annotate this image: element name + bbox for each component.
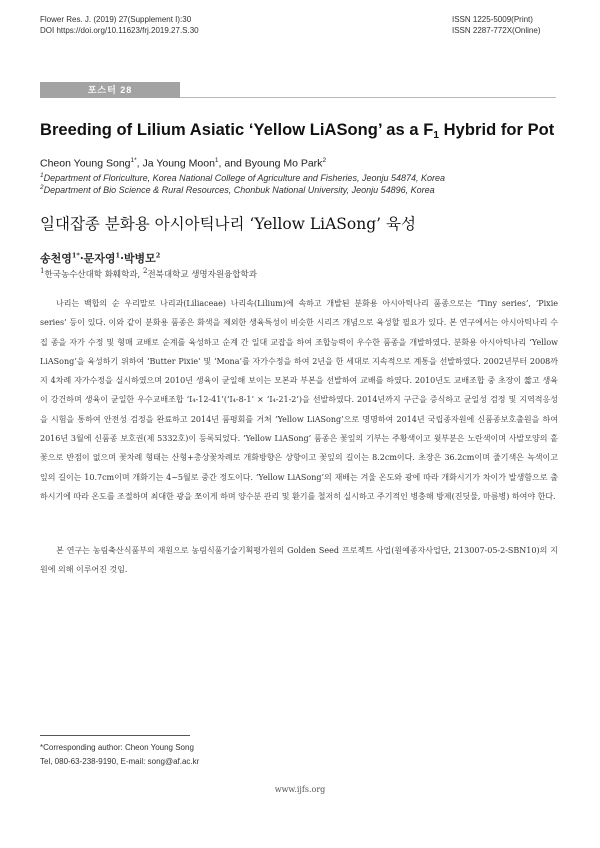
title-en-main: Breeding of Lilium Asiatic ‘Yellow LiASong’ as a F bbox=[40, 121, 434, 139]
author-list-english bbox=[40, 157, 326, 170]
author-ko-3-sup: 2 bbox=[155, 251, 161, 260]
paper-title-english bbox=[40, 121, 570, 141]
affiliation-ko-2: 전북대학교 생명자원융합학과 bbox=[147, 269, 257, 280]
author-ko-2-sup: 1 bbox=[115, 251, 121, 260]
affiliation-2 bbox=[40, 184, 435, 195]
author-list-korean bbox=[40, 250, 160, 266]
author-ko-1: 송천영 bbox=[40, 252, 72, 265]
journal-citation: Flower Res. J. (2019) 27(Supplement I):30 bbox=[40, 15, 192, 24]
issn-online: ISSN 2287-772X(Online) bbox=[452, 26, 541, 35]
doi-line[interactable]: DOI https://doi.org/10.11623/frj.2019.27.S.30 bbox=[40, 26, 199, 35]
affiliation-1 bbox=[40, 172, 445, 183]
author-1-sup: 1* bbox=[130, 157, 137, 164]
corresponding-author-note: *Corresponding author: Cheon Young Song bbox=[40, 743, 194, 752]
header-rule bbox=[180, 97, 556, 98]
journal-header bbox=[40, 14, 199, 36]
affiliation-ko-1: 한국농수산대학 화훼학과, bbox=[44, 269, 143, 280]
author-1: Cheon Young Song bbox=[40, 157, 131, 170]
issn-block bbox=[452, 14, 541, 36]
author-ko-1-sup: 1* bbox=[71, 251, 80, 260]
footnote-rule bbox=[40, 735, 190, 736]
issn-print: ISSN 1225-5009(Print) bbox=[452, 15, 533, 24]
affiliation-1-text: Department of Floriculture, Korea National College of Agriculture and Fisheries, Jeonju 54874, Korea bbox=[43, 173, 446, 183]
affiliation-ko-2-sup: 2 bbox=[142, 266, 148, 275]
abstract-paragraph: 나리는 백합의 순 우리말로 나리과(Liliaceae) 나리속(Lilium)에 속하고 개발된 분화용 아시아틱나리 품종으로는 ‘Tiny series’, ‘Pixie series’ 등이 있다. 이와 같이 분화용 품종은 화색을 제외한 생육특성이 비슷한 시리즈 개념으로 육성할 필요가 있다. 본 연구에서는 아시아틱나리 수집 종을 자가 수정 및 형매 교배로 순계를 육성하고 순계 간 일대 교잡을 하여 조합능력이 우수한 품종을 개발하였다. 분화용 아시아틱나리 ‘Yellow LiASong’을 육성하기 위하여 ‘Butter Pixie’ 및 ‘Mona’를 자가수정을 하여 2년을 한 세대로 지속적으로 계통을 선발하였다. 2002년부터 2008까지 4차례 자가수정을 실시하였으며 2010년 생육이 균일해 보이는 모본과 부본을 선발하여 교배를 하였다. 2010년도 교배조합 중 초장이 짧고 생육이 강건하며 생육이 균일한 우수교배조합 ‘I₄-12-41’(‘I₄-8-1’ × ‘I₄-21-2’)을 선발하였다. 2014년까지 구근을 증식하고 균일성 검정 및 지역적응성을 시험을 통하여 안전성 검정을 완료하고 2014년 품평회를 거쳐 ‘Yellow LiASong’으로 명명하여 2014년 국립종자원에 신품종보호출원을 하여 2016년 3월에 신품종 보호권(제 5332호)이 등록되었다. ‘Yellow LiASong’ 품종은 꽃잎의 기부는 주황색이고 윗부분은 노란색이며 사발모양의 홑꽃으로 반점이 없으며 꽃차례 형태는 산형+총상꽃차례로 개화방향은 상향이고 꽃잎의 길이는 8.2cm이다. 초장은 36.2cm이며 줄기색은 녹색이고 잎의 길이는 10.7cm이며 개화기는 4~5월로 중간 정도이다. ‘Yellow LiASong’의 재배는 겨울 온도와 광에 따라 개화시기가 차이가 발생함으로 출하시기에 따라 온도를 조절하며 최대한 광을 쪼이게 하며 양수분 관리 및 환기를 철저히 실시하고 주기적인 병충해 방제(진딧물, 마름병) 하여야 한다. bbox=[40, 299, 558, 501]
author-ko-3: ·박병모 bbox=[120, 252, 156, 265]
affiliation-korean bbox=[40, 266, 257, 280]
footer-url[interactable]: www.ijfs.org bbox=[274, 785, 326, 794]
paper-title-korean: 일대잡종 분화용 아시아틱나리 ‘Yellow LiASong’ 육성 bbox=[40, 215, 416, 233]
affiliation-2-sup: 2 bbox=[40, 184, 44, 191]
contact-note: Tel, 080-63-238-9190, E-mail: song@af.ac.kr bbox=[40, 757, 200, 766]
poster-label: 포스터 28 bbox=[87, 85, 133, 95]
title-en-tail: Hybrid for Pot bbox=[439, 121, 555, 139]
affiliation-ko-1-sup: 1 bbox=[40, 266, 45, 275]
author-ko-2: ·문자영 bbox=[79, 252, 116, 265]
author-3-sup: 2 bbox=[322, 157, 327, 164]
author-3: , and Byoung Mo Park bbox=[218, 157, 323, 170]
affiliation-1-sup: 1 bbox=[40, 172, 44, 179]
author-2-sup: 1 bbox=[214, 157, 219, 164]
author-2: , Ja Young Moon bbox=[136, 157, 215, 170]
affiliation-2-text: Department of Bio Science & Rural Resources, Chonbuk National University, Jeonju 54896, Korea bbox=[43, 185, 435, 195]
title-en-subscript: 1 bbox=[433, 130, 440, 141]
funding-paragraph: 본 연구는 농림축산식품부의 재원으로 농림식품기술기획평가원의 Golden Seed 프로젝트 사업(원예종자사업단, 213007-05-2-SBN10)의 지원에 의해 이루어진 것임. bbox=[40, 546, 558, 575]
